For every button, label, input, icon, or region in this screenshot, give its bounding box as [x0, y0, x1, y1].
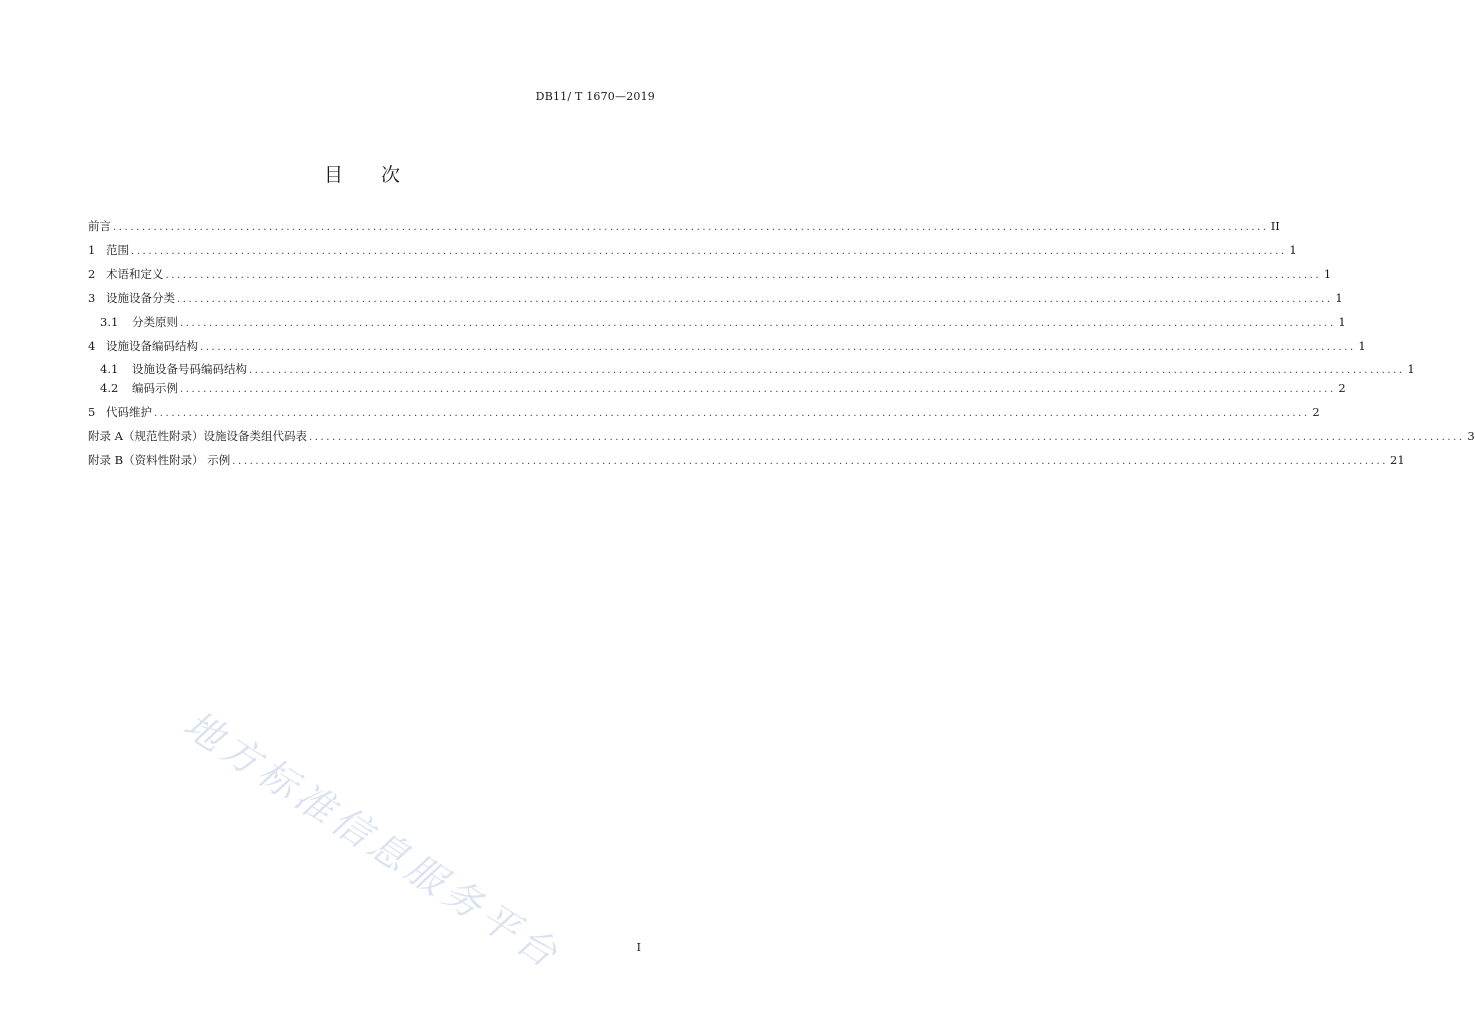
toc-entry-text: 设施设备号码编码结构	[132, 362, 247, 376]
toc-title	[0, 160, 724, 187]
toc-entry-page: 2	[1312, 405, 1320, 419]
toc-entry-page: 2	[1338, 381, 1346, 395]
toc-entry-label	[88, 242, 129, 258]
toc-entry-text: 编码示例	[132, 381, 178, 395]
toc-entry-number: 1	[88, 243, 96, 257]
toc-entry-label	[88, 428, 307, 444]
toc-entry-text: 代码维护	[106, 405, 152, 419]
toc-entry-text: 分类原则	[132, 315, 178, 329]
toc-entry[interactable]	[88, 314, 1346, 330]
toc-dot-leader: ........................................................................................................................................................................................................	[165, 270, 1322, 281]
toc-dot-leader: ........................................................................................................................................................................................................	[308, 432, 1465, 443]
toc-entry-page: 1	[1335, 291, 1343, 305]
toc-entry-page: II	[1270, 219, 1280, 233]
toc-entry-text: 设施设备编码结构	[106, 339, 198, 353]
toc-dot-leader: ........................................................................................................................................................................................................	[177, 294, 1333, 305]
toc-entry[interactable]	[88, 218, 1280, 234]
toc-entry[interactable]	[88, 380, 1346, 396]
toc-entry-number: 3.1	[100, 315, 119, 329]
toc-entry[interactable]	[88, 338, 1366, 354]
toc-entry-label	[100, 380, 178, 396]
toc-entry-text: 附录 B（资料性附录） 示例	[88, 453, 231, 467]
toc-entry-text: 设施设备分类	[106, 291, 175, 305]
toc-entry-label	[88, 290, 175, 306]
toc-entry-label	[100, 314, 178, 330]
watermark: 地方标准信息服务平台	[176, 701, 570, 979]
toc-entry-number: 4	[88, 339, 96, 353]
toc-entry-page: 1	[1358, 339, 1366, 353]
toc-entry-page: 1	[1338, 315, 1346, 329]
toc-entry-label	[88, 266, 164, 282]
toc-entry[interactable]	[88, 290, 1343, 306]
toc-entry-label	[88, 218, 111, 234]
toc-entry-page: 1	[1323, 267, 1332, 281]
toc-entry-label	[88, 338, 198, 354]
toc-dot-leader: ........................................................................................................................................................................................................	[113, 222, 1269, 233]
toc-entry[interactable]	[88, 266, 1332, 282]
standard-code: DB11/ T 1670—2019	[535, 90, 655, 103]
toc-entry[interactable]	[88, 428, 1475, 444]
toc-entry-page: 1	[1289, 243, 1297, 257]
toc-entry-number: 4.1	[100, 362, 119, 376]
toc-entry[interactable]	[88, 404, 1320, 420]
toc-entry-page: 1	[1407, 362, 1415, 376]
toc-entry-number: 4.2	[100, 381, 119, 395]
toc-dot-leader: ........................................................................................................................................................................................................	[249, 365, 1405, 376]
toc-entry[interactable]	[88, 361, 1415, 377]
toc-title-left: 目	[323, 164, 343, 186]
toc-entry[interactable]	[88, 242, 1297, 258]
toc-entry-number: 2	[88, 267, 96, 281]
toc-entry-page: 3	[1467, 429, 1475, 443]
toc-dot-leader: ........................................................................................................................................................................................................	[200, 342, 1356, 353]
toc-entry-text: 附录 A（规范性附录）设施设备类组代码表	[88, 429, 307, 443]
toc-entry-number: 5	[88, 405, 96, 419]
toc-dot-leader: ........................................................................................................................................................................................................	[154, 408, 1310, 419]
toc-entry[interactable]	[88, 452, 1405, 468]
toc-entry-label	[88, 404, 152, 420]
toc-entry-text: 术语和定义	[106, 267, 164, 281]
toc-entry-text: 前言	[88, 219, 111, 233]
toc-title-right: 次	[381, 164, 401, 186]
toc-entry-label	[88, 452, 230, 468]
toc-dot-leader: ........................................................................................................................................................................................................	[232, 456, 1389, 467]
toc-dot-leader: ........................................................................................................................................................................................................	[131, 246, 1287, 257]
toc-entry-page: 21	[1390, 453, 1405, 467]
toc-entry-label	[100, 361, 247, 377]
toc-entry-text: 范围	[106, 243, 129, 257]
toc-dot-leader: ........................................................................................................................................................................................................	[180, 384, 1336, 395]
toc-dot-leader: ........................................................................................................................................................................................................	[180, 318, 1336, 329]
page-number: I	[636, 941, 641, 954]
toc-entry-number: 3	[88, 291, 96, 305]
